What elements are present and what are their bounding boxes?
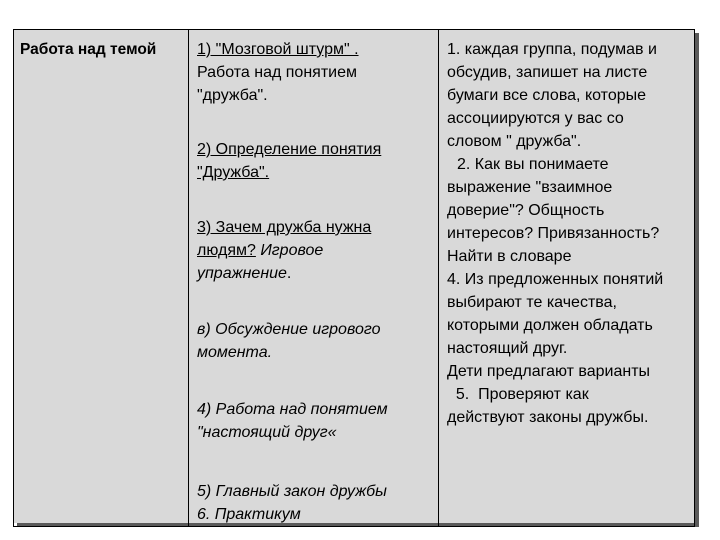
step-true-friend-line2: "настоящий друг« xyxy=(197,424,337,441)
stage-cell xyxy=(13,29,188,527)
activity-line: настоящий друг. xyxy=(447,340,568,357)
step-law-practice xyxy=(197,480,432,526)
step-brainstorm-line2: Работа над понятием xyxy=(197,64,357,81)
content-cell xyxy=(188,29,438,527)
lesson-plan-table xyxy=(13,29,695,523)
step-why-game: Игровое xyxy=(255,242,324,259)
step-true-friend-line1: 4) Работа над понятием xyxy=(197,401,388,418)
activity-line: обсудив, запишет на листе xyxy=(447,64,648,81)
step-why-line1: 3) Зачем дружба нужна xyxy=(197,219,372,236)
activity-line: 1. каждая группа, подумав и xyxy=(447,41,657,58)
activity-line: ассоциируются у вас со xyxy=(447,110,624,127)
step-why-people: людям? xyxy=(197,242,256,259)
activity-line: 4. Из предложенных понятий xyxy=(447,271,664,288)
step-brainstorm-line3: "дружба". xyxy=(197,87,268,104)
activity-line: доверие"? Общность xyxy=(447,202,605,219)
activity-line: которыми должен обладать xyxy=(447,317,653,334)
activities-cell xyxy=(438,29,695,527)
step-law-line1: 5) Главный закон дружбы xyxy=(197,483,387,500)
step-brainstorm-title: 1) "Мозговой штурм" . xyxy=(197,41,359,58)
step-discussion xyxy=(197,318,432,364)
activity-line: действуют законы дружбы. xyxy=(447,409,649,426)
stage-heading: Работа над темой xyxy=(20,41,157,58)
step-discussion-line1: в) Обсуждение игрового xyxy=(197,321,381,338)
activity-line: выражение "взаимное xyxy=(447,179,613,196)
activity-line: словом " дружба". xyxy=(447,133,582,150)
step-definition xyxy=(197,138,432,184)
step-definition-line1: 2) Определение понятия xyxy=(197,141,382,158)
step-discussion-line2: момента. xyxy=(197,344,273,361)
step-brainstorm xyxy=(197,38,432,107)
activity-line: бумаги все слова, которые xyxy=(447,87,647,104)
activity-line: Найти в словаре xyxy=(447,248,572,265)
step-why-period: . xyxy=(286,265,292,282)
step-definition-line2: "Дружба". xyxy=(197,164,270,181)
step-why-exercise: упражнение xyxy=(197,265,287,282)
activity-line: Дети предлагают варианты xyxy=(447,363,651,380)
step-why-line3 xyxy=(197,262,432,285)
activity-line: выбирают те качества, xyxy=(447,294,617,311)
step-practice-line2: 6. Практикум xyxy=(197,506,301,523)
step-true-friend xyxy=(197,398,432,444)
step-why-line2 xyxy=(197,239,432,262)
step-why-friendship xyxy=(197,216,432,285)
activity-line: 2. Как вы понимаете xyxy=(457,156,609,173)
activity-line: 5. Проверяют как xyxy=(447,386,589,403)
activity-line: интересов? Привязанность? xyxy=(447,225,660,242)
